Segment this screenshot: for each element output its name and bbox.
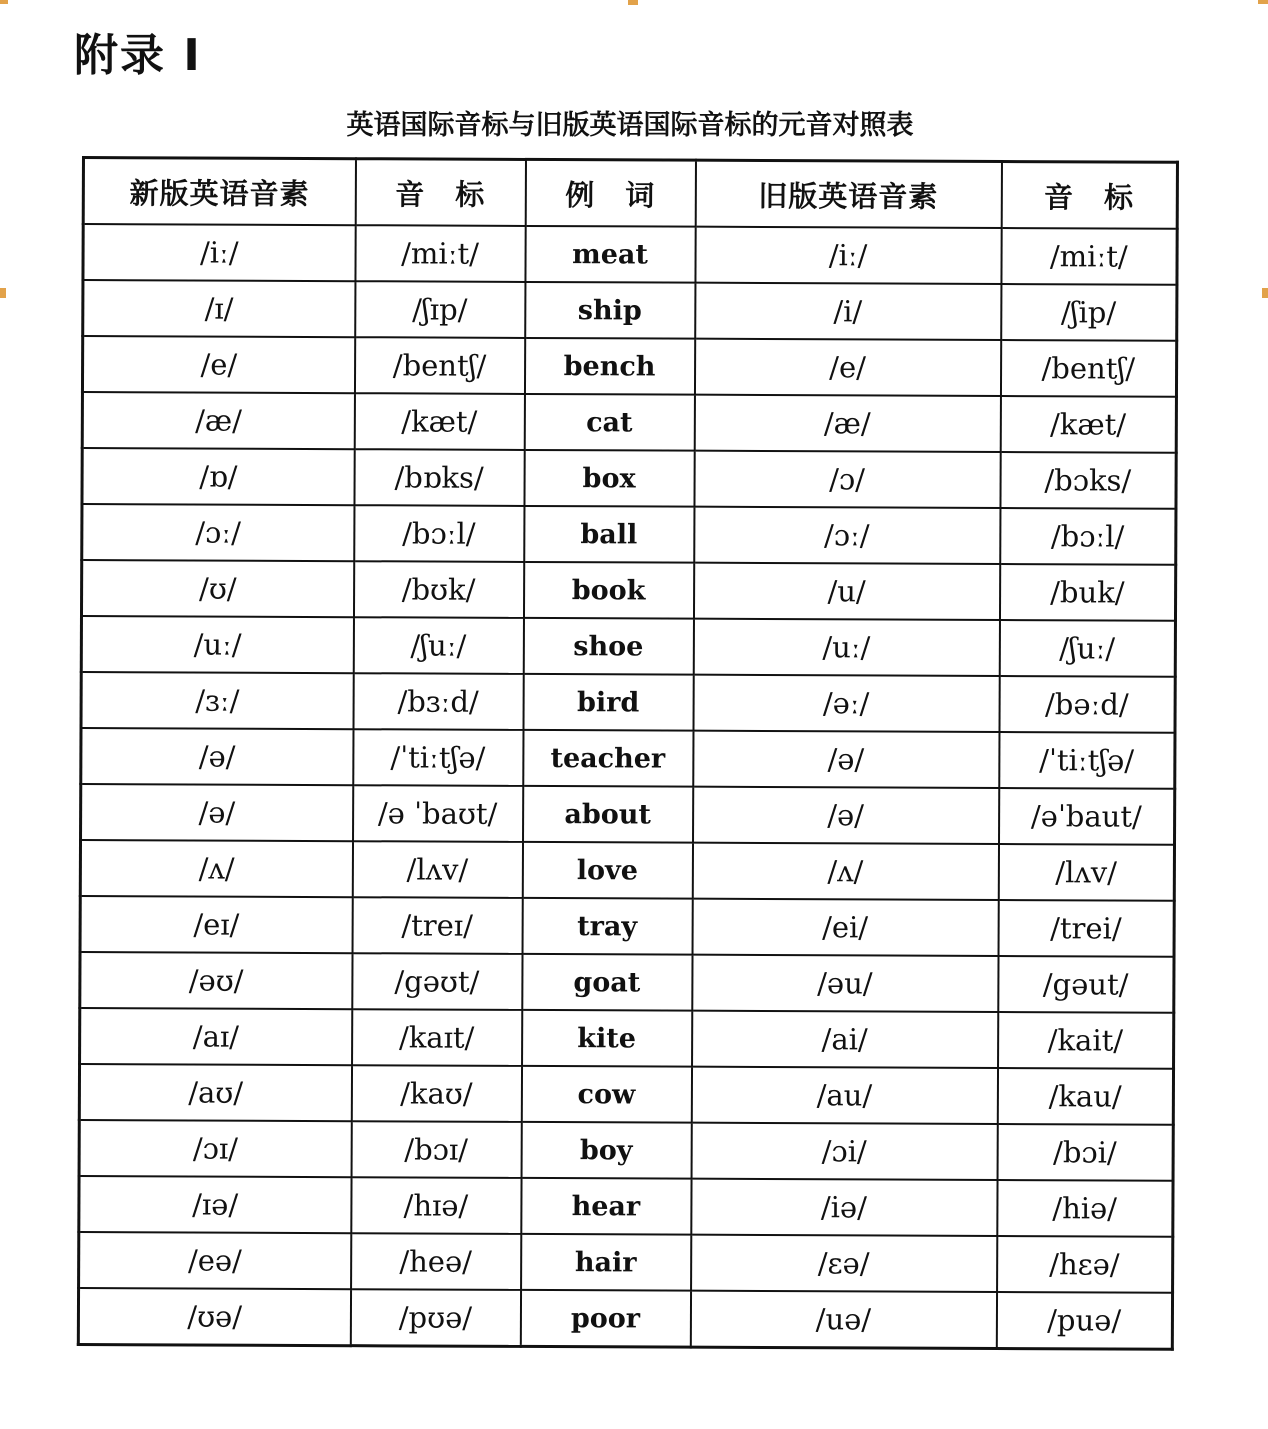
old-phoneme-cell: /ei/ — [692, 899, 998, 956]
table-row — [81, 784, 1175, 845]
new-transcription-cell: /bentʃ/ — [354, 337, 524, 394]
old-phoneme-cell: /au/ — [691, 1067, 997, 1124]
new-transcription-cell: /bɔɪ/ — [351, 1121, 521, 1178]
vowel-comparison-table — [77, 156, 1179, 1351]
crop-mark — [1262, 288, 1268, 298]
new-transcription-cell: /hɪə/ — [351, 1177, 521, 1234]
old-transcription-cell: /əˈbaut/ — [999, 788, 1175, 845]
new-phoneme-cell: /əʊ/ — [80, 952, 352, 1009]
table-row — [79, 1232, 1173, 1293]
example-word-cell: teacher — [523, 730, 693, 787]
old-phoneme-cell: /ɔ/ — [694, 451, 1000, 508]
old-phoneme-cell: /ʌ/ — [692, 843, 998, 900]
old-transcription-cell: /bentʃ/ — [1000, 340, 1176, 397]
table-row — [81, 560, 1175, 621]
old-transcription-cell: /ʃuː/ — [999, 620, 1175, 677]
header-old-transcription: 音 标 — [1001, 162, 1177, 229]
old-phoneme-cell: /e/ — [694, 339, 1000, 396]
old-transcription-cell: /kau/ — [997, 1068, 1173, 1125]
example-word-cell: love — [522, 842, 692, 899]
table-container — [77, 156, 1176, 1351]
old-phoneme-cell: /uə/ — [690, 1291, 996, 1349]
new-transcription-cell: /ə ˈbaʊt/ — [353, 785, 523, 842]
old-phoneme-cell: /ɔi/ — [691, 1123, 997, 1180]
old-phoneme-cell: /əu/ — [692, 955, 998, 1012]
table-title: 英语国际音标与旧版英语国际音标的元音对照表 — [346, 110, 914, 141]
old-phoneme-cell: /iə/ — [691, 1179, 997, 1236]
new-transcription-cell: /pʊə/ — [350, 1289, 520, 1346]
old-phoneme-cell: /i/ — [695, 283, 1001, 340]
example-word-cell: box — [524, 450, 694, 507]
new-phoneme-cell: /eə/ — [79, 1232, 351, 1289]
crop-mark — [0, 288, 6, 298]
old-phoneme-cell: /uː/ — [693, 619, 999, 676]
example-word-cell: ball — [524, 506, 694, 563]
new-transcription-cell: /treɪ/ — [352, 897, 522, 954]
example-word-cell: poor — [520, 1290, 690, 1347]
new-phoneme-cell: /ə/ — [81, 784, 353, 841]
new-phoneme-cell: /aɪ/ — [80, 1008, 352, 1065]
old-transcription-cell: /miːt/ — [1001, 228, 1177, 285]
header-row — [83, 158, 1177, 229]
new-phoneme-cell: /ə/ — [81, 728, 353, 785]
example-word-cell: shoe — [523, 618, 693, 675]
table-body — [78, 224, 1177, 1349]
example-word-cell: kite — [522, 1010, 692, 1067]
old-transcription-cell: /puə/ — [996, 1292, 1172, 1349]
new-transcription-cell: /kæt/ — [354, 393, 524, 450]
example-word-cell: hair — [521, 1234, 691, 1291]
new-transcription-cell: /ˈtiːtʃə/ — [353, 729, 523, 786]
new-phoneme-cell: /ɔɪ/ — [79, 1120, 351, 1177]
table-row — [78, 1288, 1172, 1349]
new-transcription-cell: /bʊk/ — [353, 561, 523, 618]
old-transcription-cell: /bɔks/ — [1000, 452, 1176, 509]
example-word-cell: cow — [521, 1066, 691, 1123]
old-phoneme-cell: /æ/ — [694, 395, 1000, 452]
new-transcription-cell: /bɜːd/ — [353, 673, 523, 730]
new-phoneme-cell: /uː/ — [81, 616, 353, 673]
old-transcription-cell: /lʌv/ — [998, 844, 1174, 901]
new-phoneme-cell: /ɒ/ — [82, 448, 354, 505]
header-new-phoneme: 新版英语音素 — [83, 158, 355, 226]
old-phoneme-cell: /əː/ — [693, 675, 999, 732]
example-word-cell: cat — [524, 394, 694, 451]
example-word-cell: tray — [522, 898, 692, 955]
new-transcription-cell: /kaɪt/ — [352, 1009, 522, 1066]
table-row — [83, 280, 1177, 341]
old-transcription-cell: /hiə/ — [997, 1180, 1173, 1237]
table-row — [79, 1064, 1173, 1125]
example-word-cell: boy — [521, 1122, 691, 1179]
example-word-cell: about — [523, 786, 693, 843]
new-transcription-cell: /heə/ — [351, 1233, 521, 1290]
new-transcription-cell: /lʌv/ — [352, 841, 522, 898]
table-row — [82, 392, 1176, 453]
new-phoneme-cell: /e/ — [82, 336, 354, 393]
old-transcription-cell: /bɔːl/ — [1000, 508, 1176, 565]
old-transcription-cell: /ˈtiːtʃə/ — [999, 732, 1175, 789]
header-old-phoneme: 旧版英语音素 — [695, 160, 1001, 228]
new-transcription-cell: /miːt/ — [355, 225, 525, 282]
example-word-cell: meat — [525, 226, 695, 283]
old-phoneme-cell: /u/ — [693, 563, 999, 620]
new-phoneme-cell: /eɪ/ — [80, 896, 352, 953]
table-row — [80, 1008, 1174, 1069]
table-row — [79, 1176, 1173, 1237]
new-transcription-cell: /ʃɪp/ — [355, 281, 525, 338]
page-title: 附录 I — [74, 30, 202, 81]
table-row — [80, 840, 1174, 901]
old-phoneme-cell: /ɛə/ — [691, 1235, 997, 1292]
new-transcription-cell: /kaʊ/ — [351, 1065, 521, 1122]
new-transcription-cell: /bɒks/ — [354, 449, 524, 506]
old-transcription-cell: /bɔi/ — [997, 1124, 1173, 1181]
new-phoneme-cell: /ɪə/ — [79, 1176, 351, 1233]
old-phoneme-cell: /ai/ — [692, 1011, 998, 1068]
new-phoneme-cell: /ʌ/ — [80, 840, 352, 897]
table-row — [81, 728, 1175, 789]
table-row — [79, 1120, 1173, 1181]
example-word-cell: hear — [521, 1178, 691, 1235]
old-transcription-cell: /trei/ — [998, 900, 1174, 957]
table-row — [83, 224, 1177, 285]
old-transcription-cell: /ʃip/ — [1001, 284, 1177, 341]
example-word-cell: goat — [522, 954, 692, 1011]
new-phoneme-cell: /ɪ/ — [83, 280, 355, 337]
table-row — [80, 952, 1174, 1013]
new-phoneme-cell: /ʊ/ — [81, 560, 353, 617]
new-transcription-cell: /bɔːl/ — [354, 505, 524, 562]
header-example-word: 例 词 — [525, 159, 695, 226]
table-row — [81, 616, 1175, 677]
example-word-cell: book — [523, 562, 693, 619]
new-phoneme-cell: /æ/ — [82, 392, 354, 449]
header-new-transcription: 音 标 — [355, 159, 525, 226]
new-phoneme-cell: /ɔː/ — [82, 504, 354, 561]
crop-mark — [628, 0, 638, 5]
old-transcription-cell: /gəut/ — [998, 956, 1174, 1013]
new-transcription-cell: /ʃuː/ — [353, 617, 523, 674]
new-phoneme-cell: /ʊə/ — [78, 1288, 350, 1346]
table-row — [80, 896, 1174, 957]
old-phoneme-cell: /ə/ — [693, 731, 999, 788]
new-transcription-cell: /gəʊt/ — [352, 953, 522, 1010]
new-phoneme-cell: /iː/ — [83, 224, 355, 281]
old-phoneme-cell: /iː/ — [695, 227, 1001, 284]
table-row — [82, 336, 1176, 397]
old-transcription-cell: /kæt/ — [1000, 396, 1176, 453]
crop-mark — [0, 0, 8, 4]
example-word-cell: ship — [525, 282, 695, 339]
old-transcription-cell: /bəːd/ — [999, 676, 1175, 733]
new-phoneme-cell: /ɜː/ — [81, 672, 353, 729]
example-word-cell: bird — [523, 674, 693, 731]
old-phoneme-cell: /ə/ — [693, 787, 999, 844]
table-row — [81, 672, 1175, 733]
table-row — [82, 448, 1176, 509]
example-word-cell: bench — [524, 338, 694, 395]
old-transcription-cell: /kait/ — [998, 1012, 1174, 1069]
old-phoneme-cell: /ɔː/ — [694, 507, 1000, 564]
table-row — [82, 504, 1176, 565]
old-transcription-cell: /buk/ — [999, 564, 1175, 621]
new-phoneme-cell: /aʊ/ — [79, 1064, 351, 1121]
crop-mark — [1258, 0, 1268, 4]
old-transcription-cell: /hɛə/ — [997, 1236, 1173, 1293]
